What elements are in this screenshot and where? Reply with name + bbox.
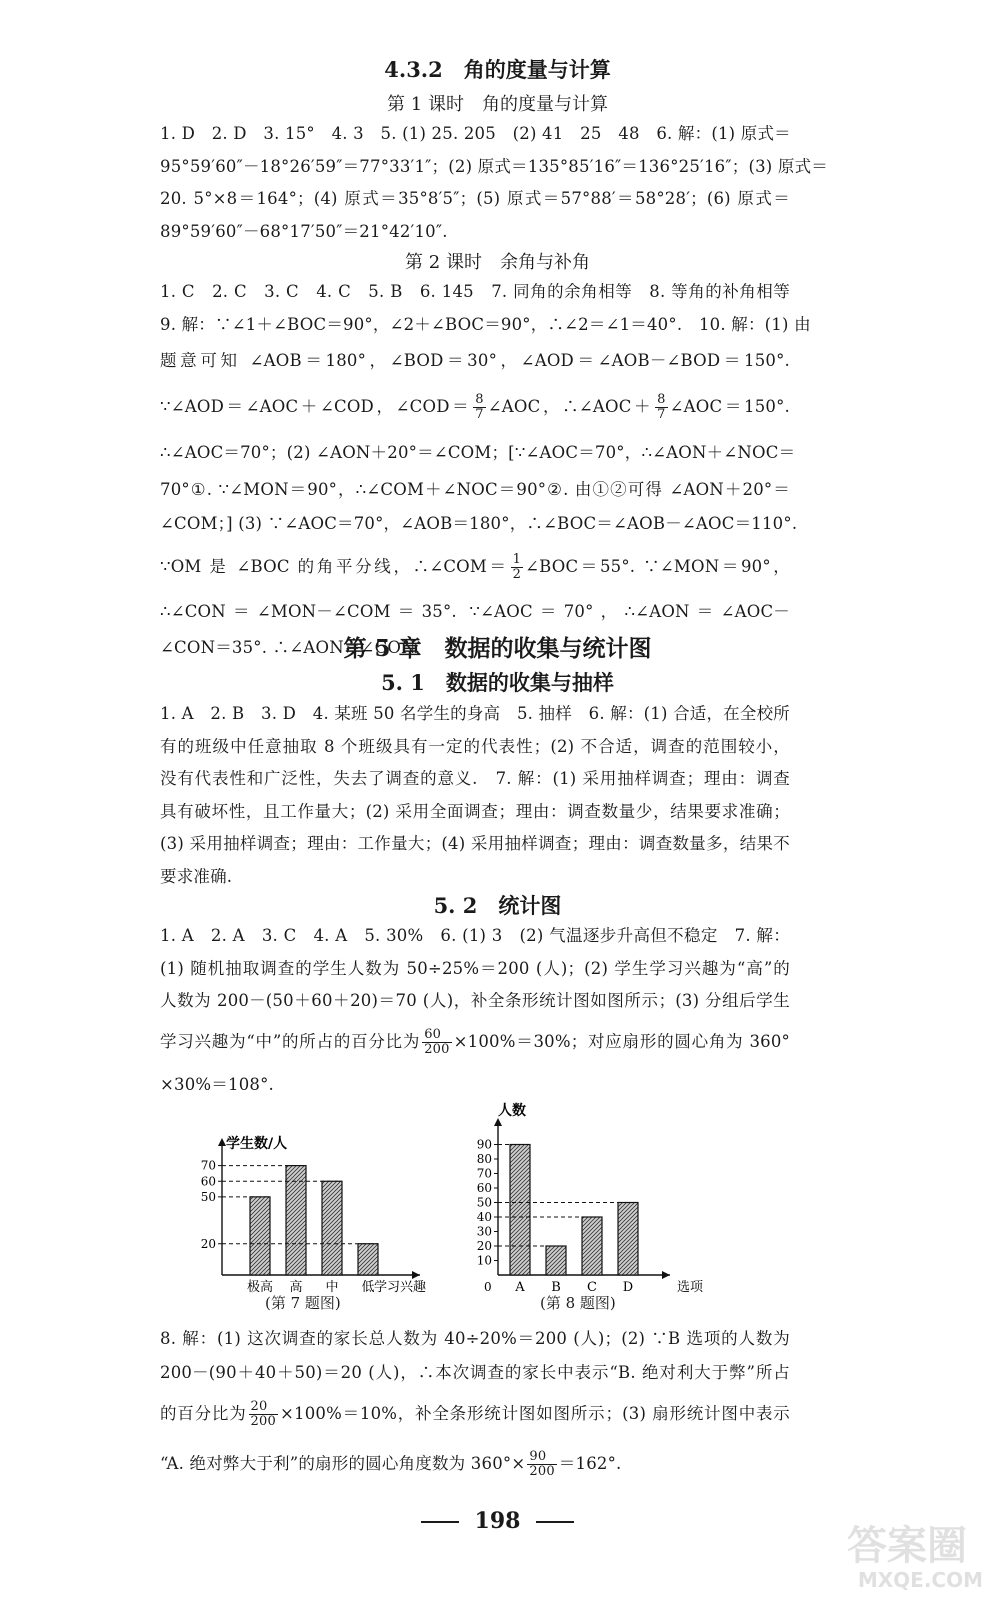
section-title-5-1: 5. 1 数据的收集与抽样 [381, 670, 614, 695]
numerator: 8 [475, 392, 484, 408]
bar-chart-question-7 [190, 1120, 460, 1320]
y-tick-label: 50 [200, 1189, 216, 1204]
answers-5-2 [160, 920, 790, 1104]
text-line: ∴∠AOC＝70°；(2) ∠AON＋20°＝∠COM；[∵∠AOC＝70°，∴∠AON＋∠NOC＝ [160, 443, 796, 463]
y-tick-label: 80 [476, 1152, 492, 1166]
text-line: 9. 解：∵∠1＋∠BOC＝90°，∠2＋∠BOC＝90°，∴∠2＝∠1＝40°. 10. 解：(1) 由 [160, 314, 811, 334]
text-line: 题意可知 ∠AOB＝180°，∠BOD＝30°，∠AOD＝∠AOB－∠BOD＝150°. [160, 351, 790, 371]
text-line: ∠COM；] (3) ∵∠AOC＝70°，∠AOB＝180°，∴∠BOC＝∠AOB－∠AOC＝110°. [160, 514, 798, 534]
x-axis-label: 学习兴趣 [373, 1280, 427, 1295]
text-segment: ∵OM 是 ∠BOC 的角平分线，∴∠COM＝ [160, 557, 509, 577]
bar [286, 1166, 306, 1275]
text-line: 1. A 2. B 3. D 4. 某班 50 名学生的身高 5. 抽样 6. 解：(1) 合适，在全校所 [160, 704, 790, 723]
text-line: 具有破坏性，且工作量大；(2) 采用全面调查；理由：调查数量少，结果要求准确； [160, 801, 790, 821]
fraction-8-7 [473, 393, 485, 422]
bar-chart-question-8 [470, 1095, 730, 1315]
text-line: 20. 5°×8＝164°；(4) 原式＝35°8′5″；(5) 原式＝57°88′＝58°28′；(6) 原式＝ [160, 189, 790, 209]
x-tick-label: A [515, 1280, 525, 1295]
numerator: 90 [527, 1450, 556, 1465]
x-axis-arrow [662, 1271, 670, 1279]
text-segment: ∵∠AOD＝∠AOC＋∠COD，∠COD＝ [160, 397, 472, 417]
numerator: 20 [249, 1400, 278, 1415]
chapter-5-title: 第 5 章 数据的收集与统计图 [343, 635, 652, 662]
text-line: 200－(90＋40＋50)＝20 (人)，∴本次调查的家长中表示“B. 绝对利大于弊”所占 [160, 1363, 790, 1382]
text-segment: ∠BOC＝55°. ∵∠MON＝90°， [525, 557, 790, 577]
y-tick-label: 70 [200, 1158, 216, 1173]
text-segment: ∠AOC，∴∠AOC＋ [487, 397, 654, 417]
x-tick-label: 中 [325, 1280, 339, 1295]
text-line: 人数为 200－(50＋60＋20)＝70 (人)，补全条形统计图如图所示；(3) 分组后学生 [160, 991, 790, 1011]
page-number [0, 1508, 995, 1534]
text-line: 1. D 2. D 3. 15° 4. 3 5. (1) 25. 205 (2) 41 25 48 6. 解：(1) 原式＝ [160, 124, 791, 143]
origin-label: 0 [484, 1280, 492, 1294]
y-tick-label: 90 [476, 1137, 492, 1152]
text-segment: 学习兴趣为“中”的所占的百分比为 [160, 1031, 421, 1051]
dash-right [536, 1521, 574, 1523]
lesson-1-title: 第 1 课时 角的度量与计算 [387, 94, 608, 115]
text-line-with-fraction [160, 541, 790, 593]
y-axis-arrow [218, 1138, 226, 1146]
answers-5-1 [160, 698, 790, 894]
text-line: (3) 采用抽样调查；理由：工作量大；(4) 采用抽样调查；理由：调查数量多，结果不 [160, 834, 790, 854]
bar [582, 1217, 602, 1275]
text-line: 1. C 2. C 3. C 4. C 5. B 6. 145 7. 同角的余角相等 8. 等角的补角相等 [160, 282, 790, 301]
denominator: 7 [475, 407, 484, 423]
denominator: 200 [424, 1041, 450, 1057]
text-line: 89°59′60″－68°17′50″＝21°42′10″. [160, 221, 448, 241]
chart-8-caption: (第 8 题图) [540, 1294, 616, 1312]
page-number-text: 198 [474, 1508, 521, 1534]
watermark-line-2: MXQE.COM [857, 1568, 983, 1592]
text-segment: 的百分比为 [160, 1404, 247, 1423]
text-segment: ＝162°. [558, 1454, 622, 1473]
text-line: ∴∠CON＝∠MON－∠COM＝35°. ∵∠AOC＝70°，∴∠AON＝∠AOC－ [160, 602, 790, 622]
x-tick-label: B [551, 1280, 561, 1295]
text-line: (1) 随机抽取调查的学生人数为 50÷25%＝200 (人)；(2) 学生学习兴趣为“高”的 [160, 958, 790, 978]
x-tick-label: 低 [361, 1280, 375, 1295]
x-tick-label: 极高 [246, 1280, 274, 1295]
text-line-with-fraction [160, 1390, 790, 1438]
text-line: 8. 解：(1) 这次调查的家长总人数为 40÷20%＝200 (人)；(2) ∵B 选项的人数为 [160, 1329, 790, 1348]
text-segment: ∠AOC＝150°. [669, 397, 790, 417]
text-line: 没有代表性和广泛性，失去了调查的意义. 7. 解：(1) 采用抽样调查；理由：调查 [160, 769, 790, 789]
denominator: 7 [657, 407, 666, 423]
bar [546, 1246, 566, 1275]
y-axis-label: 学生数/人 [226, 1136, 288, 1152]
answers-lesson-2 [160, 276, 811, 665]
fraction-1-2 [511, 553, 523, 582]
y-tick-label: 10 [476, 1253, 492, 1268]
text-line: ∠CON＝35°. ∴∠AON＝∠CON. [160, 638, 421, 658]
text-segment: “A. 绝对弊大于利”的扇形的圆心角度数为 360°× [160, 1454, 526, 1473]
text-line: ×30%＝108°. [160, 1074, 274, 1094]
watermark-line-1: 答案圈 [847, 1523, 967, 1569]
y-axis-label: 人数 [498, 1103, 526, 1119]
x-tick-label: D [622, 1280, 634, 1295]
watermark-logo [847, 1514, 987, 1594]
x-axis-label: 选项 [676, 1280, 704, 1295]
x-tick-label: 高 [289, 1280, 303, 1295]
chart-7-caption: (第 7 题图) [265, 1294, 341, 1312]
fraction-90-200 [527, 1450, 556, 1479]
answers-lesson-1 [160, 118, 828, 248]
fraction-20-200 [249, 1400, 278, 1429]
y-tick-label: 20 [200, 1236, 216, 1251]
section-title-4-3-2: 4.3.2 角的度量与计算 [384, 57, 611, 82]
lesson-2-title: 第 2 课时 余角与补角 [405, 252, 590, 273]
text-segment: ×100%＝10%，补全条形统计图如图所示；(3) 扇形统计图中表示 [279, 1404, 791, 1423]
fraction-60-200 [422, 1028, 451, 1057]
text-line-with-fraction [160, 1438, 790, 1490]
text-line-with-fraction [160, 381, 790, 433]
bar [358, 1244, 378, 1275]
x-axis-arrow [412, 1271, 420, 1279]
denominator: 200 [529, 1464, 555, 1479]
section-title-5-2: 5. 2 统计图 [433, 893, 562, 918]
text-line: 要求准确. [160, 866, 233, 886]
text-line: 70°①. ∵∠MON＝90°，∴∠COM＋∠NOC＝90°②. 由①②可得 ∠AON＋20°＝ [160, 480, 790, 500]
x-tick-label: C [587, 1280, 597, 1295]
text-line: 1. A 2. A 3. C 4. A 5. 30% 6. (1) 3 (2) 气温逐步升高但不稳定 7. 解： [160, 926, 790, 945]
y-tick-label: 60 [476, 1181, 492, 1195]
y-tick-label: 20 [476, 1239, 492, 1253]
bar [618, 1203, 638, 1276]
y-tick-label: 60 [200, 1174, 216, 1189]
text-line-with-fraction [160, 1018, 790, 1066]
fraction-8-7 [655, 393, 667, 422]
text-line: 95°59′60″－18°26′59″＝77°33′1″；(2) 原式＝135°85′16″＝136°25′16″；(3) 原式＝ [160, 156, 828, 176]
bar [510, 1145, 530, 1276]
bar [250, 1197, 270, 1275]
numerator: 60 [422, 1028, 451, 1043]
y-tick-label: 50 [476, 1195, 492, 1210]
denominator: 2 [512, 567, 522, 583]
answers-q8 [160, 1322, 790, 1490]
numerator: 8 [657, 392, 666, 408]
y-axis-arrow [494, 1118, 502, 1126]
y-tick-label: 40 [476, 1210, 492, 1224]
numerator: 1 [512, 552, 522, 568]
dash-left [421, 1521, 459, 1523]
bar [322, 1181, 342, 1275]
y-tick-label: 70 [476, 1166, 492, 1181]
text-segment: ×100%＝30%；对应扇形的圆心角为 360° [453, 1031, 790, 1051]
denominator: 200 [250, 1414, 276, 1429]
y-tick-label: 30 [476, 1224, 492, 1239]
text-line: 有的班级中任意抽取 8 个班级具有一定的代表性；(2) 不合适，调查的范围较小， [160, 736, 790, 756]
